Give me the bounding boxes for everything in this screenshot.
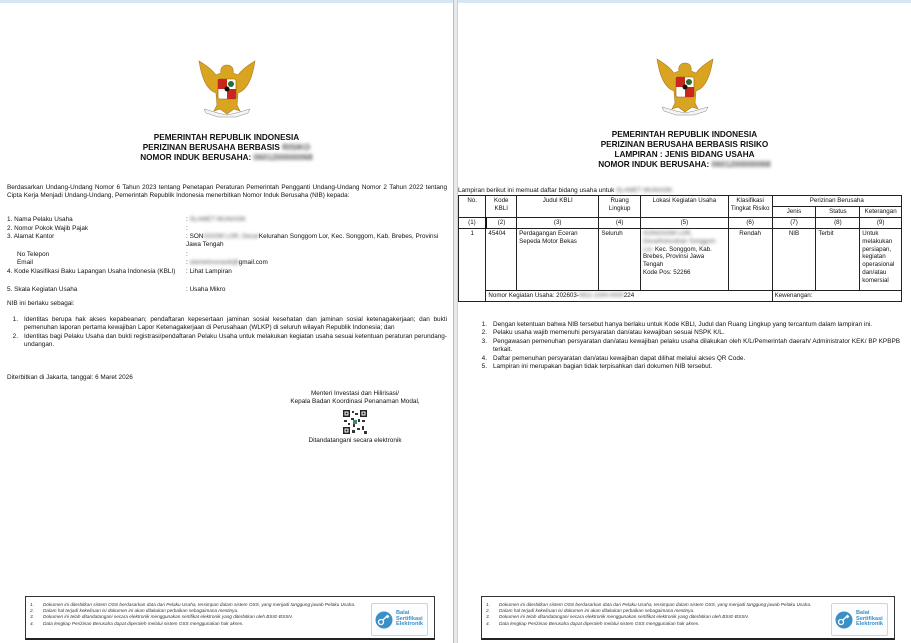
- footer-note: 3. Dokumen ini telah ditandatangani secara elektronik menggunakan sertifikat elektronik yang diterbitkan oleh BSrE-BSSN.: [30, 614, 293, 620]
- column-number-row: (1) (2) (3) (4) (5) (6) (7) (8) (9): [459, 217, 902, 228]
- redacted-text: SLAMET MUNASIK: [189, 216, 246, 223]
- list-item: 2. Identitas bagi Pelaku Usaha dan bukti registrasi/pendaftaran Pelaku Usaha untuk melakukan kegiatan usaha sesuai ketentuan peraturan perundang-undangan.: [12, 332, 447, 349]
- list-item: 1. Identitas berupa hak akses kepabeanan; pendaftaran kepesertaan jaminan sosial kesehatan dan jaminan sosial ketenagakerjaan; dan bukti pemenuhan laporan pertama kewajiban Lapor Ketenagakerjaan di Perusahaan (WLKP) di seluruh wilayah Republik Indonesia; dan: [12, 316, 447, 332]
- cell-klasifikasi-risiko: Rendah: [728, 228, 772, 290]
- col-header-jenis: Jenis: [772, 206, 816, 217]
- col-header-perizinan: Perizinan Berusaha: [772, 196, 901, 207]
- footer-note: 3. Dokumen ini telah ditandatangani secara elektronik menggunakan sertifikat elektronik yang diterbitkan oleh BSrE-BSSN.: [486, 614, 749, 620]
- col-header-kode-kbli: Kode KBLI: [486, 196, 517, 218]
- validity-list: [7, 316, 447, 350]
- signatory-agency: Kepala Badan Koordinasi Penanaman Modal,: [290, 398, 420, 406]
- redacted-text: RISIKO: [282, 143, 311, 152]
- cell-lokasi: SONGGOM LOR, Desa/Kelurahan Songgom Lor, Kec. Songgom, Kab. Brebes, Provinsi Jawa Tengah Kode Pos: 52266: [640, 228, 728, 290]
- redacted-text: SLAMET MUNASIK: [616, 187, 673, 194]
- signature-block: [260, 390, 450, 445]
- field-phone: No Telepon :: [17, 251, 188, 258]
- footer-note: 1. Dokumen ini diterbitkan sistem OSS berdasarkan data dari Pelaku Usaha, tersimpan dalam sistem OSS, yang menjadi tanggung jawab Pelaku Usaha.: [486, 602, 812, 607]
- table-header-row: [459, 196, 902, 207]
- field-npwp: 2. Nomor Pokok Wajib Pajak :: [7, 225, 188, 232]
- lampiran-document-page: [458, 3, 911, 643]
- footer-note: 2. Dalam hal terjadi kekeliruan isi dokumen ini akan dilakukan perbaikan sebagaimana mestinya.: [486, 608, 695, 614]
- lampiran-notes-list: [476, 321, 900, 371]
- cell-jenis: NIB: [772, 228, 816, 290]
- validity-heading: NIB ini berlaku sebagai:: [7, 300, 75, 307]
- col-header-judul-kbli: Judul KBLI: [517, 196, 599, 218]
- list-item: 5. Lampiran ini merupakan bagian tidak terpisahkan dari dokumen NIB tersebut.: [481, 363, 713, 371]
- table-row-footer: [459, 290, 902, 301]
- footer-disclaimer-box: [25, 596, 435, 640]
- footer-note: 2. Dalam hal terjadi kekeliruan isi dokumen ini akan dilakukan perbaikan sebagaimana mestinya.: [30, 608, 239, 614]
- certificate-key-icon: [835, 611, 853, 629]
- redacted-text: GGOM LOR, Desa/: [203, 233, 259, 240]
- cell-status: Terbit: [816, 228, 860, 290]
- list-item: 2. Pelaku usaha wajib memenuhi persyaratan dan/atau kewajiban sesuai NSPK K/L.: [481, 329, 725, 337]
- issue-date: Diterbitkan di Jakarta, tanggal: 6 Maret 2026: [7, 374, 133, 381]
- title-line-nib: NOMOR INDUK BERUSAHA: 0601200000068: [598, 160, 771, 169]
- bsre-badge: Balai Sertifikasi Elektronik: [371, 603, 428, 636]
- table-row: [459, 228, 902, 290]
- qr-code-icon[interactable]: [342, 409, 368, 435]
- field-office-address: 3. Alamat Kantor : SONGGOM LOR, Desa/Kelurahan Songgom Lor, Kec. Songgom, Kab. Brebes, Provinsi Jawa Tengah: [7, 233, 439, 249]
- redacted-text: 0611-1000-0000: [578, 291, 624, 299]
- col-header-lokasi: Lokasi Kegiatan Usaha: [640, 196, 728, 218]
- document-title: [458, 130, 911, 170]
- title-line-government: PEMERINTAH REPUBLIK INDONESIA: [611, 130, 758, 139]
- certificate-key-icon: [375, 611, 393, 629]
- electronic-signature-note: Ditandatangani secara elektronik: [308, 436, 402, 444]
- title-line-permit: PERIZINAN BERUSAHA BERBASIS RISIKO: [142, 143, 311, 152]
- nib-document-page: [0, 3, 453, 643]
- col-header-status: Status: [816, 206, 860, 217]
- field-business-name: 1. Nama Pelaku Usaha : SLAMET MUNASIK: [7, 216, 246, 223]
- signatory-title: Menteri Investasi dan Hilirisasi/: [310, 390, 400, 397]
- col-header-ruang-lingkup: Ruang Lingkup: [599, 196, 641, 218]
- kbli-table: [458, 195, 902, 302]
- title-line-permit: PERIZINAN BERUSAHA BERBASIS RISIKO: [600, 140, 769, 149]
- title-line-government: PEMERINTAH REPUBLIK INDONESIA: [153, 133, 300, 142]
- title-line-attachment: LAMPIRAN : JENIS BIDANG USAHA: [614, 150, 755, 159]
- list-item: 3. Pengawasan pemenuhan persyaratan dan/atau kewajiban pelaku usaha dilakukan oleh K/L/Pemerintah daerah/ Administrator KEK/ BP KPBPB terkait.: [481, 337, 900, 354]
- col-header-klasifikasi-risiko: Klasifikasi Tingkat Risiko: [728, 196, 772, 218]
- cell-keterangan: Untuk melakukan persiapan, kegiatan operasional dan/atau komersial: [860, 228, 902, 290]
- garuda-pancasila-emblem-icon: [196, 59, 258, 121]
- field-business-scale: 5. Skala Kegiatan Usaha : Usaha Mikro: [7, 286, 226, 293]
- redacted-nib-number: 0601200000068: [711, 160, 771, 169]
- cell-nomor-kegiatan: Nomor Kegiatan Usaha: 202603-0611-1000-0000224: [486, 290, 772, 301]
- cell-kewenangan: Kewenangan:: [772, 290, 901, 301]
- document-title: [0, 133, 453, 163]
- field-kbli: 4. Kode Klasifikasi Baku Lapangan Usaha Indonesia (KBLI) : Lihat Lampiran: [7, 268, 232, 275]
- col-header-keterangan: Keterangan: [860, 206, 902, 217]
- redacted-text: SONGGOM LOR, Desa/Kelurahan Songgom Lor,: [642, 229, 716, 253]
- title-line-nib: NOMOR INDUK BERUSAHA: 0601200000068: [140, 153, 313, 162]
- cell-ruang-lingkup: Seluruh: [599, 228, 641, 290]
- bsre-badge: Balai Sertifikasi Elektronik: [831, 603, 888, 636]
- footer-note: 4. Data lengkap Perizinan Berusaha dapat diperoleh melalui sistem OSS menggunakan hak akses.: [486, 620, 700, 626]
- redacted-nib-number: 0601200000068: [253, 153, 313, 162]
- list-item: 4. Daftar pemenuhan persyaratan dan/atau kewajiban dapat dilihat melalui akses QR Code.: [481, 354, 746, 362]
- redacted-text: slametmunasik@: [189, 259, 239, 266]
- list-item: 1. Dengan ketentuan bahwa NIB tersebut hanya berlaku untuk Kode KBLI, Judul dan Ruang Lingkup yang tercantum dalam lampiran ini.: [481, 321, 873, 328]
- cell-judul-kbli: Perdagangan Eceran Sepeda Motor Bekas: [517, 228, 599, 290]
- footer-note: 1. Dokumen ini diterbitkan sistem OSS berdasarkan data dari Pelaku Usaha, tersimpan dalam sistem OSS, yang menjadi tanggung jawab Pelaku Usaha.: [30, 602, 356, 607]
- col-header-no: No.: [459, 196, 486, 218]
- cell-no: 1: [459, 228, 486, 301]
- intro-paragraph: Berdasarkan Undang-Undang Nomor 6 Tahun 2023 tentang Penetapan Peraturan Pemerintah Pengganti Undang-Undang Nomor 2 Tahun 2022 tentang Cipta Kerja Menjadi Undang-Undang, Pemerintah Republik Indonesia menerbitkan Nomor Induk Berusaha (NIB) kepada:: [7, 184, 447, 200]
- field-email: Email : slametmunasik@gmail.com: [17, 259, 268, 266]
- footer-note: 4. Data lengkap Perizinan Berusaha dapat diperoleh melalui sistem OSS menggunakan hak akses.: [30, 620, 244, 626]
- cell-kode-kbli: 45404: [486, 228, 517, 290]
- footer-disclaimer-box: [481, 596, 895, 640]
- lampiran-intro: Lampiran berikut ini memuat daftar bidang usaha untuk SLAMET MUNASIK: [458, 187, 673, 194]
- garuda-pancasila-emblem-icon: [654, 57, 716, 119]
